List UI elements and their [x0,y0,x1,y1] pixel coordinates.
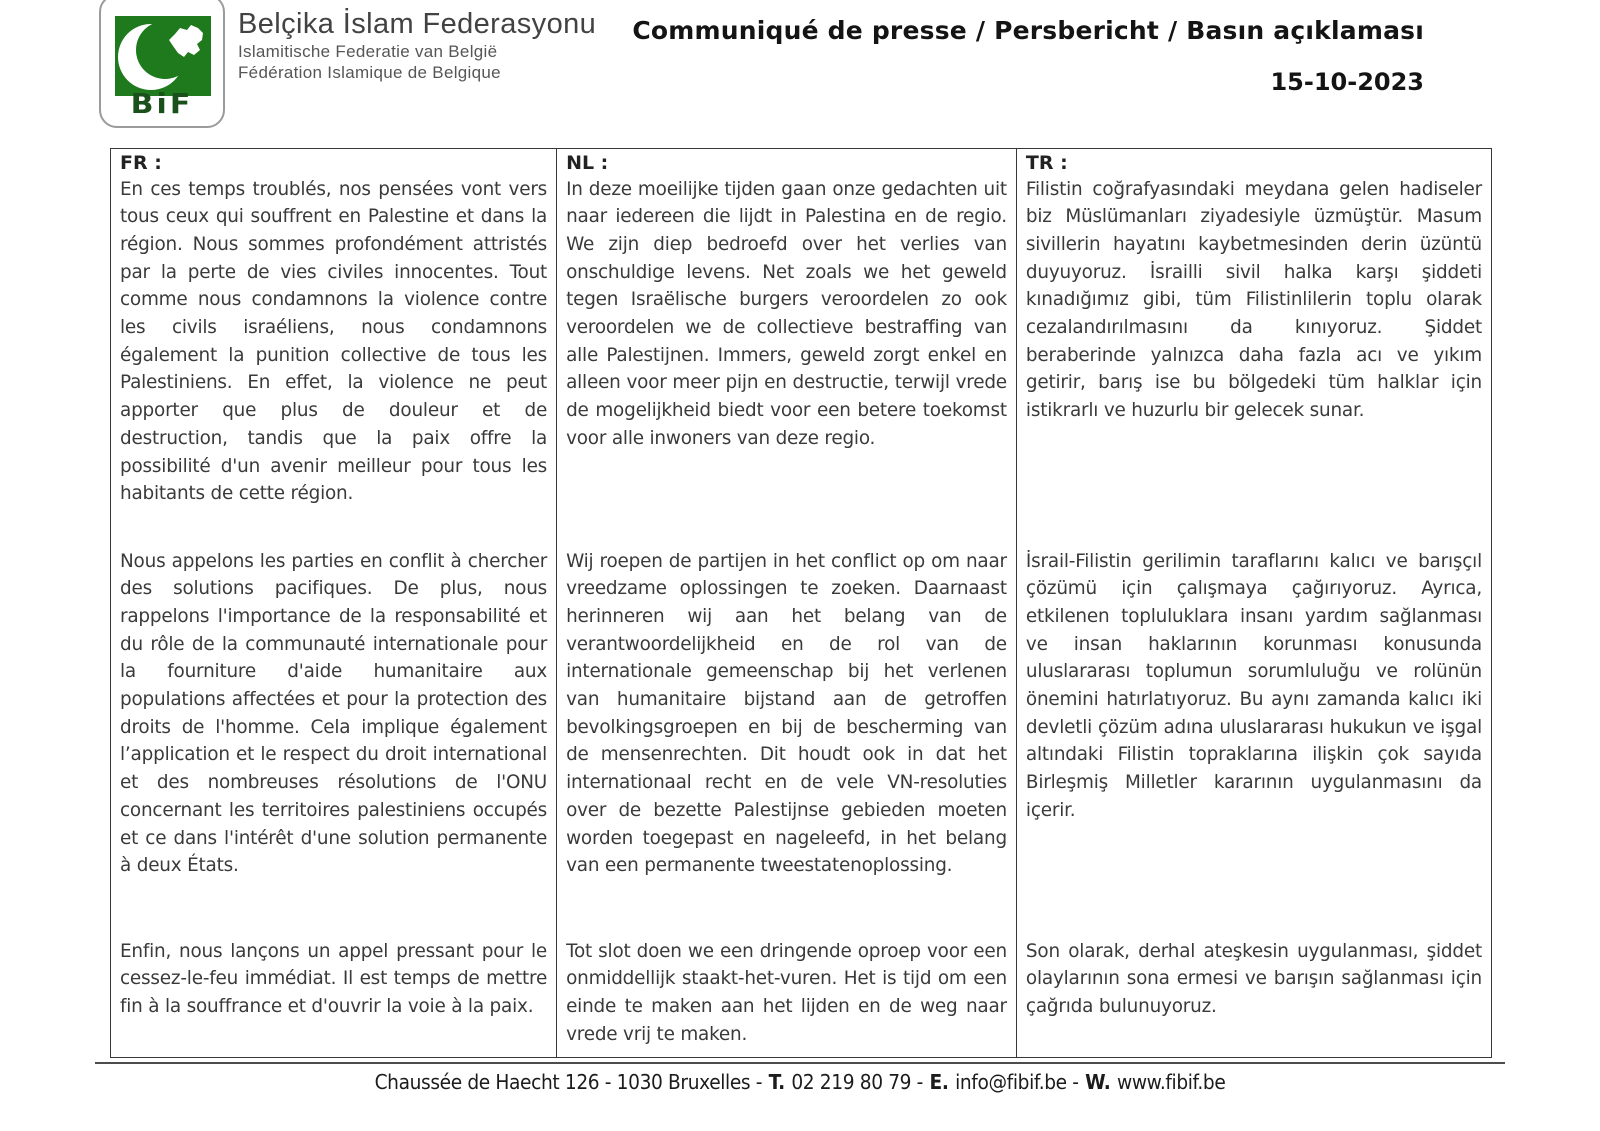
tr-paragraph-2: İsrail-Filistin gerilimin taraflarını kalıcı ve barışçıl çözümü için çalışmaya çağırıyoruz. Ayrıca, etkilenen topluluklara insanı yardım sağlanması ve insan haklarının korunması konusunda uluslararası toplumun sorumluluğu ve rolünün önemini hatırlatıyoruz. Bu aynı zamanda kalıcı iki devletli çözüm adına uluslararası hukukun ve işgal altındaki Filistin topraklarına ilişkin çok sayıda Birleşmiş Milletler kararının uygulanmasını da içerir. [1025,550,1482,821]
column-label-tr: TR : [1016,149,1491,176]
tr-paragraph-3: Son olarak, derhal ateşkesin uygulanması, şiddet olaylarının sona ermesi ve barışın sağlanması için çağrıda bulunuyoruz. [1025,940,1482,1017]
nl-paragraph-2: Wij roepen de partijen in het conflict op om naar vreedzame oplossingen te zoeken. Daarnaast herinneren wij aan het belang van de verantwoordelijkheid en de rol van de internationale gemeenschap bij het verlenen van humanitaire bijstand aan de getroffen bevolkingsgroepen en bij de bescherming van de mensenrechten. Dit houdt ook in dat het internationaal recht en de vele VN-resoluties over de bezette Palestijnse gebieden moeten worden toegepast en nageleefd, in het belang van een permanente tweestatenoplossing. [566,550,1007,877]
org-subtitle-fr: Fédération Islamique de Belgique [238,63,501,82]
footer-divider [95,1062,1505,1064]
press-release-table [110,148,1492,1058]
logo-text: BiF [130,88,194,121]
footer-contact-line [56,1070,1544,1094]
footer-web: www.fibif.be [1116,1070,1226,1094]
org-title: Belçika İslam Federasyonu [238,8,597,40]
column-label-fr: FR : [111,149,557,176]
paragraph-row-1 [111,176,1492,548]
document-title: Communiqué de presse / Persbericht / Basın açıklaması [632,16,1424,45]
crescent-belgium-icon [115,16,211,96]
footer-web-label: W. [1085,1070,1111,1094]
column-label-nl: NL : [557,149,1017,176]
document-date: 15-10-2023 [1270,68,1424,96]
language-label-row [111,149,1492,176]
org-name-block [238,8,596,83]
footer-email-label: E. [929,1070,949,1094]
header-right [632,16,1424,96]
fr-paragraph-1: En ces temps troublés, nos pensées vont vers tous ceux qui souffrent en Palestine et dans la région. Nous sommes profondément attristés par la perte de vies civiles innocentes. Tout comme nous condamnons la violence contre les civils israéliens, nous condamnons également la punition collective de tous les Palestiniens. En effet, la violence ne peut apporter que plus de douleur et de destruction, tandis que la paix offre la possibilité d'un avenir meilleur pour tous les habitants de cette région. [120,178,548,505]
footer-phone: 02 219 80 79 - [791,1070,924,1094]
logo-green-square [115,16,211,96]
footer-address: Chaussée de Haecht 126 - 1030 Bruxelles - [374,1070,763,1094]
paragraph-row-3 [111,938,1492,1058]
nl-paragraph-1: In deze moeilijke tijden gaan onze gedachten uit naar iedereen die lijdt in Palestina en de regio. We zijn diep bedroefd over het verlies van onschuldige levens. Net zoals we het geweld tegen Israëlische burgers veroordelen zo ook veroordelen we de collectieve bestraffing van alle Palestijnen. Immers, geweld zorgt enkel en alleen voor meer pijn en destructie, terwijl vrede de mogelijkheid biedt voor een betere toekomst voor alle inwoners van deze regio. [566,178,1007,449]
fr-paragraph-2: Nous appelons les parties en conflit à chercher des solutions pacifiques. De plus, nous rappelons l'importance de la responsabilité et du rôle de la communauté internationale pour la fourniture d'aide humanitaire aux populations affectées et pour la protection des droits de l'homme. Cela implique également l’application et le respect du droit international et des nombreuses résolutions de l'ONU concernant les territoires palestiniens occupés et ce dans l'intérêt d'une solution permanente à deux États. [120,550,548,877]
org-subtitle-nl: Islamitische Federatie van België [238,42,498,61]
nl-paragraph-3: Tot slot doen we een dringende oproep voor een onmiddellijk staakt-het-vuren. Het is tijd om een einde te maken aan het lijden en de weg naar vrede vrij te maken. [566,940,1007,1045]
bif-logo [99,0,225,128]
tr-paragraph-1: Filistin coğrafyasındaki meydana gelen hadiseler biz Müslümanları ziyadesiyle üzmüştür. Masum sivillerin hayatını kaybetmesinden derin üzüntü duyuyoruz. İsrailli sivil halka karşı şiddeti kınadığımız gibi, tüm Filistinlilerin toplu olarak cezalandırılmasını da kınıyoruz. Şiddet beraberinde yalnızca daha fazla acı ve yıkım getirir, barış ise bu bölgedeki tüm halklar için istikrarlı ve huzurlu bir gelecek sunar. [1025,178,1482,422]
fr-paragraph-3: Enfin, nous lançons un appel pressant pour le cessez-le-feu immédiat. Il est temps de mettre fin à la souffrance et d'ouvrir la voie à la paix. [120,940,548,1017]
footer-phone-label: T. [768,1070,785,1094]
paragraph-row-2 [111,548,1492,938]
footer-email: info@fibif.be - [955,1070,1079,1094]
